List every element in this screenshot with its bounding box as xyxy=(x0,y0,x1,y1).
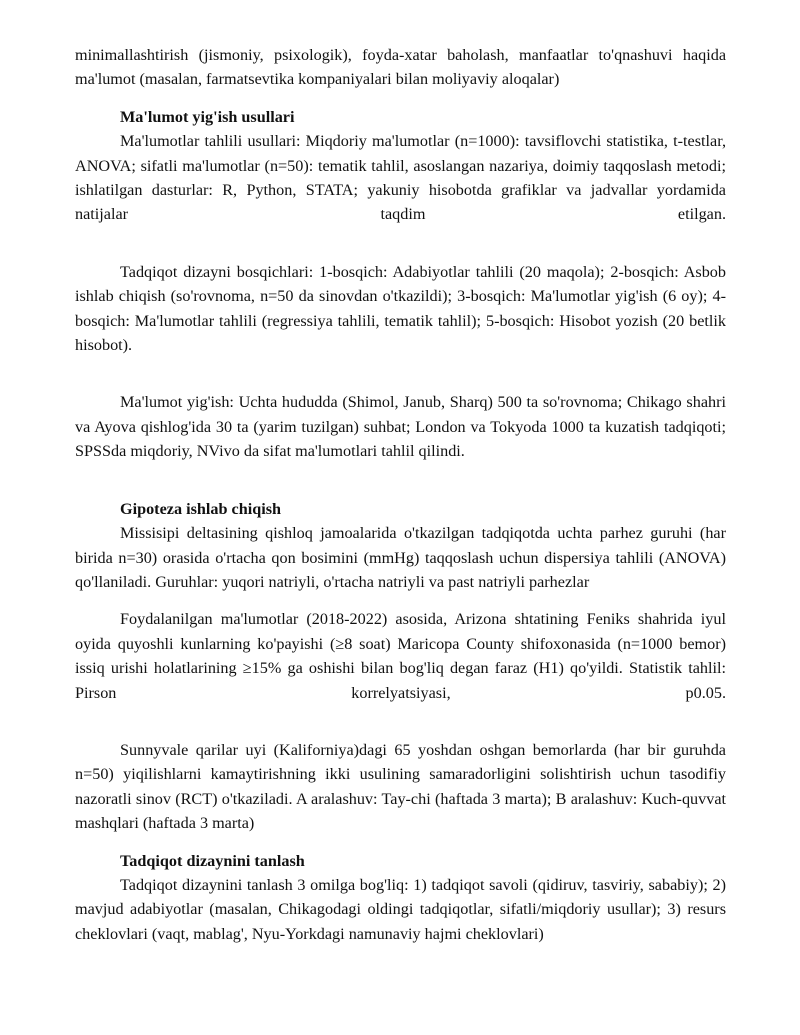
paragraph-analysis-methods: Ma'lumotlar tahlili usullari: Miqdoriy ma'lumotlar (n=1000): tavsiflovchi statistika, t-testlar, ANOVA; sifatli ma'lumotlar (n=50): tematik tahlil, asoslangan nazariya, doimiy taqqoslash metodi; ishlatilgan dasturlar: R, Python, STATA; yakuniy hisobotda grafiklar va jadvallar yordamida natijalar taqdim etilgan. xyxy=(75,132,726,224)
spacer xyxy=(75,836,726,849)
paragraph-sunnyvale-rct: Sunnyvale qarilar uyi (Kaliforniya)dagi 65 yoshdan oshgan bemorlarda (har bir guruhda n=50) yiqilishlarni kamaytirishning ikki usulining samaradorligini solishtirish uchun tasodifiy nazoratli sinov (RCT) o'tkaziladi. A aralashuv: Tay-chi (haftada 3 marta); B aralashuv: Kuch-quvvat mashqlari (haftada 3 marta) xyxy=(75,740,726,833)
paragraph-design-choice: Tadqiqot dizaynini tanlash 3 omilga bog'liq: 1) tadqiqot savoli (qidiruv, tasviriy, sababiy); 2) mavjud adabiyotlar (masalan, Chikagodagi oldingi tadqiqotlar, sifatli/miqdoriy usullar); 3) resurs cheklovlari (vaqt, mablag', Nyu-Yorkdagi namunaviy hajmi cheklovlari) xyxy=(75,875,726,943)
spacer xyxy=(75,594,726,607)
spacer xyxy=(75,357,726,390)
spacer xyxy=(75,464,726,497)
heading-hypothesis-development: Gipoteza ishlab chiqish xyxy=(120,499,282,518)
spacer xyxy=(75,227,726,260)
paragraph-design-stages: Tadqiqot dizayni bosqichlari: 1-bosqich: Adabiyotlar tahlili (20 maqola); 2-bosqich: Asbob ishlab chiqish (so'rovnoma, n=50 da sinovdan o'tkazildi); 3-bosqich: Ma'lumotlar yig'ish (6 oy); 4-bosqich: Ma'lumotlar tahlili (regressiya tahlili, tematik tahlil); 5-bosqich: Hisobot yozish (20 betlik hisobot). xyxy=(75,262,726,355)
heading-design-selection: Tadqiqot dizaynini tanlash xyxy=(120,851,305,870)
paragraph-phoenix-hypothesis: Foydalanilgan ma'lumotlar (2018-2022) asosida, Arizona shtatining Feniks shahrida iyul oyida quyoshli kunlarning ko'payishi (≥8 soat) Maricopa County shifoxonasida (n=1000 bemor) issiq urishi holatlarining ≥15% ga oshishi bilan bog'liq degan faraz (H1) qo'yildi. Statistik tahlil: Pirson korrelyatsiyasi, p0.05. xyxy=(75,610,726,702)
spacer xyxy=(75,92,726,105)
paragraph-mississippi-study: Missisipi deltasining qishloq jamoalarida o'tkazilgan tadqiqotda uchta parhez guruhi (har birida n=30) orasida o'rtacha qon bosimini (mmHg) taqqoslash uchun dispersiya tahlili (ANOVA) qo'llaniladi. Guruhlar: yuqori natriyli, o'rtacha natriyli va past natriyli parhezlar xyxy=(75,524,726,591)
heading-data-collection-methods: Ma'lumot yig'ish usullari xyxy=(120,107,295,126)
intro-paragraph: minimallashtirish (jismoniy, psixologik), foyda-xatar baholash, manfaatlar to'qnashuvi haqida ma'lumot (masalan, farmatsevtika kompaniyalari bilan moliyaviy aloqalar) xyxy=(75,46,726,89)
document-page xyxy=(75,43,726,946)
paragraph-data-collection: Ma'lumot yig'ish: Uchta hududda (Shimol, Janub, Sharq) 500 ta so'rovnoma; Chikago shahri va Ayova qishlog'ida 30 ta (yarim tuzilgan) suhbat; London va Tokyoda 1000 ta kuzatish tadqiqoti; SPSSda miqdoriy, NVivo da sifat ma'lumotlari tahlil qilindi. xyxy=(75,393,726,461)
spacer xyxy=(75,705,726,738)
